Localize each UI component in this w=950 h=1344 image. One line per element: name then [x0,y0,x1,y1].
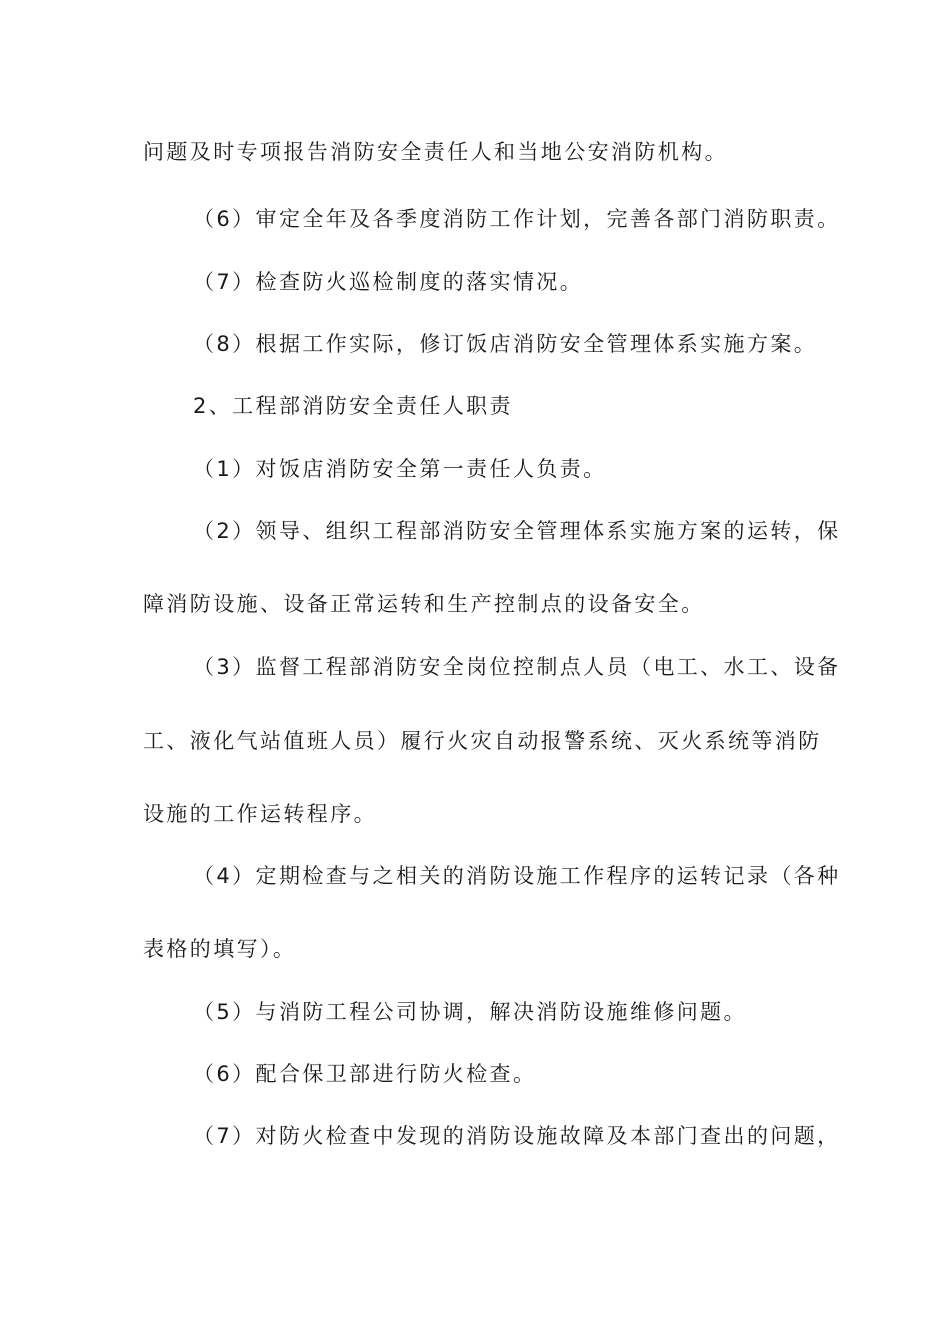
list-item-2-continuation: 障消防设施、设备正常运转和生产控制点的设备安全。 [143,592,705,616]
list-item-8: （8）根据工作实际，修订饭店消防安全管理体系实施方案。 [193,332,818,356]
list-item-2: （2）领导、组织工程部消防安全管理体系实施方案的运转，保 [193,519,841,543]
list-item-6: （6）审定全年及各季度消防工作计划，完善各部门消防职责。 [193,207,841,231]
list-item-7: （7）检查防火巡检制度的落实情况。 [193,270,584,294]
list-item-4-continuation: 表格的填写）。 [143,937,297,961]
list-item-3-continuation: 设施的工作运转程序。 [143,802,377,826]
list-item-5: （5）与消防工程公司协调，解决消防设施维修问题。 [193,1000,747,1024]
section-heading: 2、工程部消防安全责任人职责 [193,394,513,418]
list-item-1: （1）对饭店消防安全第一责任人负责。 [193,457,607,481]
list-item-6b: （6）配合保卫部进行防火检查。 [193,1062,537,1086]
list-item-4: （4）定期检查与之相关的消防设施工作程序的运转记录（各种 [193,864,841,888]
list-item-3: （3）监督工程部消防安全岗位控制点人员（电工、水工、设备 [193,655,841,679]
text-line-continuation: 问题及时专项报告消防安全责任人和当地公安消防机构。 [143,140,728,164]
list-item-7b: （7）对防火检查中发现的消防设施故障及本部门查出的问题， [193,1124,841,1148]
list-item-3-continuation: 工、液化气站值班人员）履行火灾自动报警系统、灭火系统等消防 [143,729,822,753]
